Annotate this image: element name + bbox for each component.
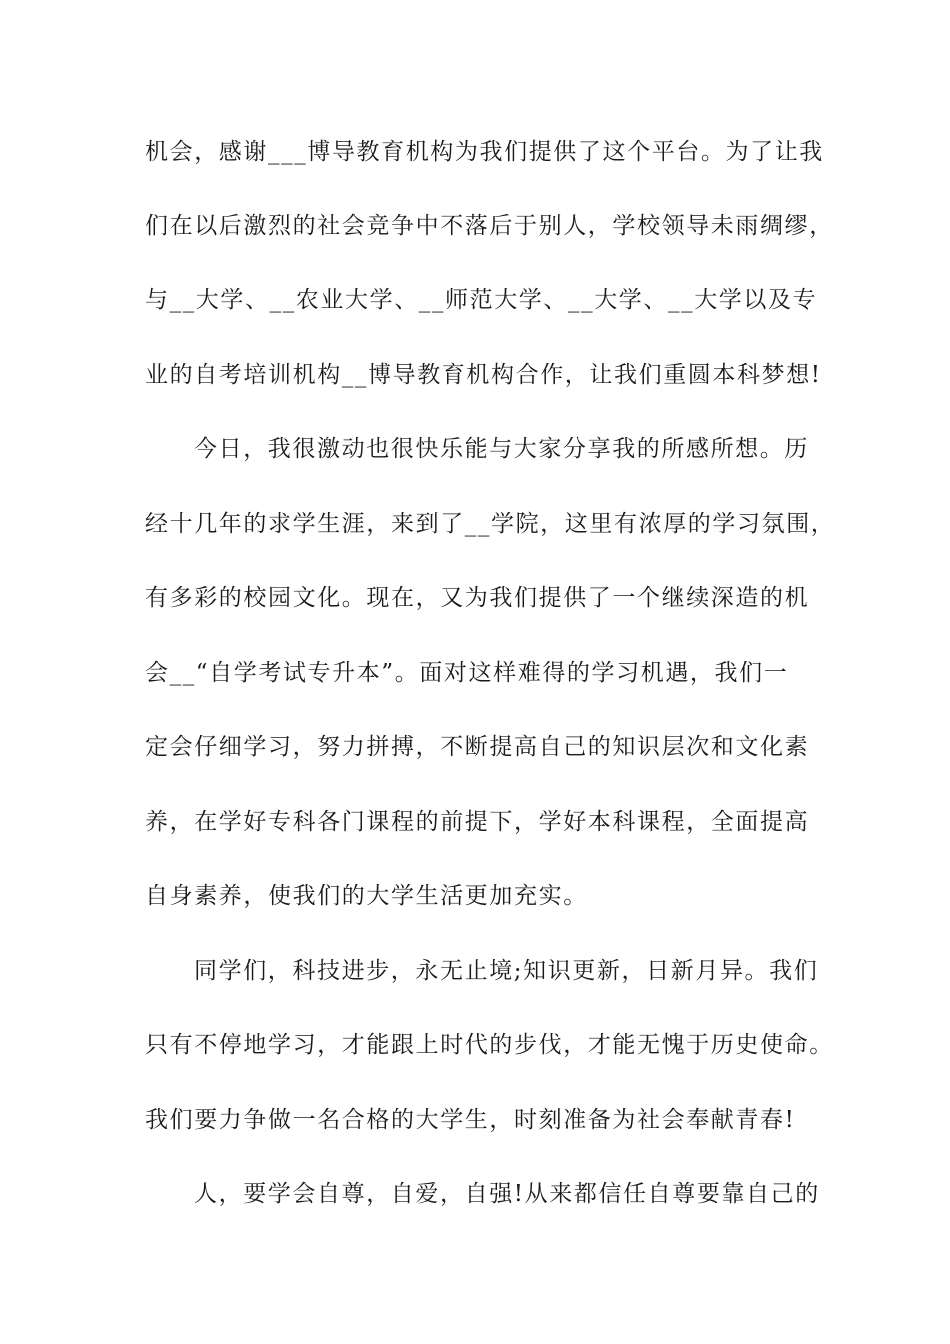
text-line: 业的自考培训机构__博导教育机构合作，让我们重圆本科梦想! (145, 362, 822, 388)
paragraph-first-line: 今日，我很激动也很快乐能与大家分享我的所感所想。历 (194, 436, 809, 462)
text-line: 自身素养，使我们的大学生活更加充实。 (145, 883, 588, 909)
text-line: 会__“自学考试专升本”。面对这样难得的学习机遇，我们一 (145, 660, 789, 686)
text-line: 机会，感谢___博导教育机构为我们提供了这个平台。为了让我 (145, 139, 824, 165)
text-line: 定会仔细学习，努力拼搏，不断提高自己的知识层次和文化素 (145, 734, 810, 760)
text-line: 有多彩的校园文化。现在，又为我们提供了一个继续深造的机 (145, 585, 810, 611)
paragraph-first-line: 同学们，科技进步，永无止境;知识更新，日新月异。我们 (194, 958, 819, 984)
text-line: 与__大学、__农业大学、__师范大学、__大学、__大学以及专 (145, 287, 818, 313)
text-line: 经十几年的求学生涯，来到了__学院，这里有浓厚的学习氛围， (145, 511, 836, 537)
text-line: 只有不停地学习，才能跟上时代的步伐，才能无愧于历史使命。 (145, 1032, 834, 1058)
paragraph-first-line: 人，要学会自尊，自爱，自强!从来都信任自尊要靠自己的 (194, 1181, 820, 1207)
text-line: 我们要力争做一名合格的大学生，时刻准备为社会奉献青春! (145, 1107, 796, 1133)
text-line: 们在以后激烈的社会竞争中不落后于别人，学校领导未雨绸缪， (145, 213, 834, 239)
text-line: 养，在学好专科各门课程的前提下，学好本科课程，全面提高 (145, 809, 810, 835)
